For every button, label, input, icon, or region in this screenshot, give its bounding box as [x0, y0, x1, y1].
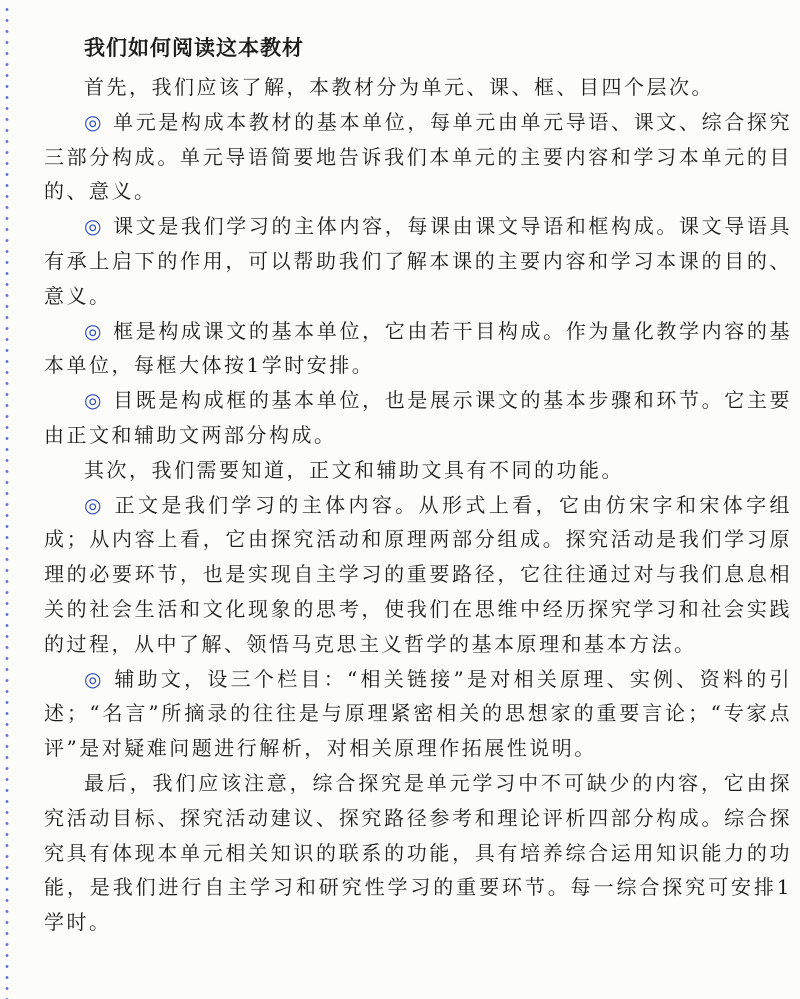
paragraph-second	[44, 453, 792, 488]
paragraph-text: 框是构成课文的基本单位，它由若干目构成。作为量化教学内容的基本单位，每框大体按1学时安排。	[44, 318, 793, 378]
paragraph-finally	[44, 766, 792, 940]
circle-bullet-icon: ◎	[84, 214, 105, 239]
paragraph-text: 其次，我们需要知道，正文和辅助文具有不同的功能。	[84, 457, 624, 482]
circle-bullet-icon: ◎	[84, 492, 105, 517]
paragraph-text: 首先，我们应该了解，本教材分为单元、课、框、目四个层次。	[84, 75, 714, 99]
circle-bullet-icon: ◎	[84, 109, 105, 134]
page-title: 我们如何阅读这本教材	[84, 36, 304, 60]
paragraph-text: 最后，我们应该注意，综合探究是单元学习中不可缺少的内容，它由探究活动目标、探究活动建议、探究路径参考和理论评析四部分构成。综合探究具有体现本单元相关知识的联系的功能，具有培养综合运用知识能力的功能，是我们进行自主学习和研究性学习的重要环节。每一综合探究可安排1学时。	[44, 770, 792, 935]
paragraph-lesson	[44, 209, 792, 313]
paragraph-text: 单元是构成本教材的基本单位，每单元由单元导语、课文、综合探究三部分构成。单元导语简要地告诉我们本单元的主要内容和学习本单元的目的、意义。	[44, 109, 793, 204]
paragraph-main-text	[44, 488, 792, 662]
paragraph-auxiliary	[44, 662, 792, 766]
paragraph-text: 目既是构成框的基本单位，也是展示课文的基本步骤和环节。它主要由正文和辅助文两部分构成。	[44, 388, 793, 447]
circle-bullet-icon: ◎	[84, 388, 105, 413]
paragraph-item	[44, 383, 792, 453]
paragraph-text: 辅助文，设三个栏目：“相关链接”是对相关原理、实例、资料的引述；“名言”所摘录的往往是与原理紧密相关的思想家的重要言论；“专家点评”是对疑难问题进行解析，对相关原理作拓展性说明。	[44, 666, 792, 761]
circle-bullet-icon: ◎	[84, 666, 105, 691]
paragraph-unit	[44, 105, 792, 209]
binding-dots	[0, 0, 14, 999]
page-content	[44, 34, 792, 940]
circle-bullet-icon: ◎	[84, 318, 105, 343]
paragraph-frame	[44, 314, 792, 384]
paragraph-intro	[44, 70, 792, 105]
paragraph-text: 正文是我们学习的主体内容。从形式上看，它由仿宋字和宋体字组成；从内容上看，它由探究活动和原理两部分组成。探究活动是我们学习原理的必要环节，也是实现自主学习的重要路径，它往往通过对与我们息息相关的社会生活和文化现象的思考，使我们在思维中经历探究学习和社会实践的过程，从中了解、领悟马克思主义哲学的基本原理和基本方法。	[44, 492, 793, 656]
paragraph-text: 课文是我们学习的主体内容，每课由课文导语和框构成。课文导语具有承上启下的作用，可以帮助我们了解本课的主要内容和学习本课的目的、意义。	[44, 214, 793, 308]
